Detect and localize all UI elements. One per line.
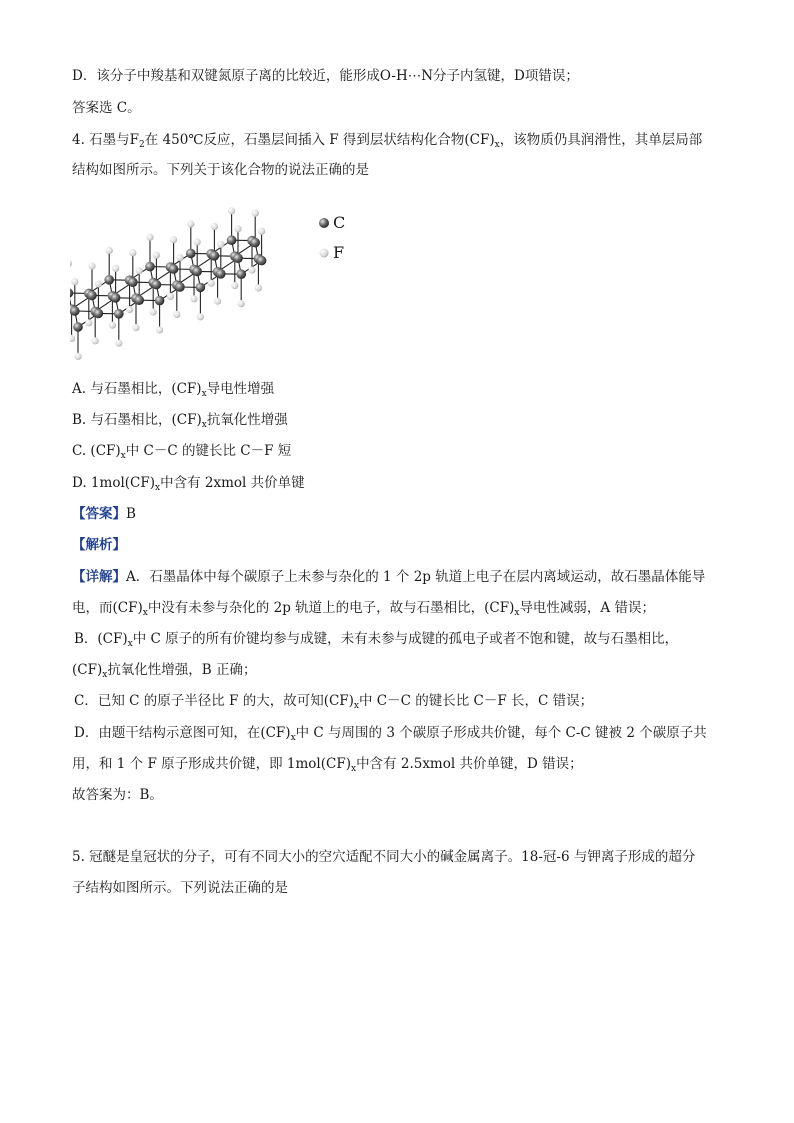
- fluorine-atom: [156, 326, 163, 333]
- answer-tag: 【答案】: [72, 506, 126, 522]
- option-a: A. 与石墨相比，$(CF)_x$导电性增强: [72, 381, 275, 399]
- conclusion-line: 故答案为：B。: [72, 787, 163, 803]
- analysis-tag: 【解析】: [72, 537, 126, 553]
- carbon-atom: [155, 296, 165, 306]
- fluorine-atom: [95, 280, 102, 287]
- fluorine-atom: [129, 249, 136, 256]
- option-d: D. $1mol(CF)_x$中含有 2xmol 共价单键: [72, 475, 305, 493]
- fluorine-atom: [248, 266, 255, 273]
- detail-tag: 【详解】: [72, 569, 126, 585]
- fluorine-atom: [255, 284, 262, 291]
- carbon-atom: [70, 306, 80, 316]
- carbon-atom: [134, 295, 144, 305]
- q4-stem-line2: 结构如图所示。下列关于该化合物的说法正确的是: [72, 162, 369, 178]
- fluorine-atom: [136, 267, 143, 274]
- fluorine-atom: [197, 313, 204, 320]
- fluorine-atom: [238, 300, 245, 307]
- fluorine-atom: [126, 306, 133, 313]
- fluorine-atom: [92, 337, 99, 344]
- fluorine-atom: [217, 241, 224, 248]
- fluorine-atom: [234, 225, 241, 232]
- detail-b-line1: B．$(CF)_x$中 C 原子的所有价键均参与成键，未有未参与成键的孤电子或者不饱和键，故与石墨相比，: [74, 631, 679, 649]
- carbon-atom: [111, 293, 121, 303]
- legend-c-label: C: [333, 213, 346, 232]
- option-b: B. 与石墨相比，$(CF)_x$抗氧化性增强: [72, 412, 288, 430]
- carbon-atom: [227, 235, 237, 245]
- detail-d-line1: D．由题干结构示意图可知，在$(CF)_x$中 C 与周围的 3 个碳原子形成共价键，每个 C-C 键被 2 个碳原子共: [74, 725, 707, 743]
- carbon-atom: [169, 264, 179, 274]
- carbon-legend-icon: [318, 217, 330, 229]
- carbon-atom: [87, 291, 97, 301]
- detail-c-line: C．已知 C 的原子半径比 F 的大，故可知$(CF)_x$中 C－C 的键长比 C－F 长，C 错误；: [74, 693, 594, 711]
- fluorine-atom: [88, 262, 95, 269]
- fluorine-atom: [70, 260, 72, 267]
- carbon-atom: [175, 282, 185, 292]
- carbon-atom: [236, 269, 246, 279]
- q5-stem-line2: 子结构如图所示。下列说法正确的是: [72, 880, 288, 896]
- fluorine-atom: [258, 228, 265, 235]
- carbon-atom: [128, 277, 138, 287]
- q4-stem-line1: 4. 石墨与$F_2$在 450℃反应，石墨层间插入 F 得到层状结构化合物$(CF)_x$，该物质仍具润滑性，其单层局部: [72, 132, 703, 150]
- carbon-atom: [192, 267, 202, 277]
- fluorine-atom: [231, 282, 238, 289]
- fluorine-atom: [211, 223, 218, 230]
- carbon-atom: [145, 262, 155, 272]
- carbon-atom: [233, 253, 243, 263]
- fluorine-atom: [176, 254, 183, 261]
- q3-answer-line: 答案选 C。: [72, 100, 141, 116]
- cf-layer-structure-diagram: [70, 195, 370, 370]
- detail-a-line2: 电，而$(CF)_x$中没有未参与杂化的 2p 轨道上的电子，故与石墨相比，$(CF)_x$导电性减弱，A 错误；: [72, 600, 655, 618]
- fluorine-atom: [208, 280, 215, 287]
- carbon-atom: [70, 288, 73, 298]
- fluorine-atom: [112, 265, 119, 272]
- fluorine-atom: [74, 353, 81, 360]
- fluorine-atom: [190, 295, 197, 302]
- analysis-line: [72, 536, 126, 554]
- carbon-atom: [210, 251, 220, 261]
- q5-stem-line1: 5. 冠醚是皇冠状的分子，可有不同大小的空穴适配不同大小的碱金属离子。18-冠-6 与钾离子形成的超分: [72, 849, 696, 865]
- carbon-atom: [186, 249, 196, 259]
- carbon-atom: [216, 269, 226, 279]
- detail-d-line2: 用，和 1 个 F 原子形成共价键，即 $1mol(CF)_x$中含有 2.5xmol 共价单键，D 错误；: [72, 756, 583, 774]
- fluorine-atom: [115, 340, 122, 347]
- carbon-atom: [257, 256, 267, 266]
- answer-value: B: [126, 506, 136, 522]
- detail-b-line2: $(CF)_x$抗氧化性增强，B 正确；: [72, 662, 257, 680]
- carbon-atom: [104, 275, 114, 285]
- fluorine-atom: [214, 298, 221, 305]
- carbon-atom: [114, 309, 124, 319]
- q3-option-d-text: D．该分子中羧基和双键氮原子离的比较近，能形成O-H⋯N分子内氢键，D项错误；: [72, 68, 579, 84]
- fluorine-atom: [71, 278, 78, 285]
- fluorine-atom: [106, 247, 113, 254]
- fluorine-atom: [228, 207, 235, 214]
- carbon-atom: [152, 280, 162, 290]
- carbon-atom: [196, 283, 206, 293]
- carbon-atom: [73, 322, 83, 332]
- fluorine-atom: [170, 236, 177, 243]
- carbon-atom: [94, 309, 104, 319]
- fluorine-atom: [167, 293, 174, 300]
- fluorine-atom: [187, 220, 194, 227]
- fluorine-atom: [132, 324, 139, 331]
- option-c: C. $(CF)_x$中 C－C 的键长比 C－F 短: [72, 443, 292, 461]
- fluorine-atom: [194, 238, 201, 245]
- fluorine-atom: [153, 252, 160, 259]
- fluorine-atom: [85, 319, 92, 326]
- fluorine-atom: [150, 308, 157, 315]
- fluorine-atom: [173, 311, 180, 318]
- fluorine-atom: [146, 234, 153, 241]
- fluorine-atom: [70, 335, 75, 342]
- answer-line: [72, 505, 136, 523]
- fluorine-atom: [252, 210, 259, 217]
- fluorine-legend-icon: [318, 247, 330, 259]
- carbon-atom: [250, 238, 260, 248]
- fluorine-atom: [109, 322, 116, 329]
- legend-f-label: F: [333, 243, 345, 262]
- detail-a-line1: 【详解】A．石墨晶体中每个碳原子上未参与杂化的 1 个 2p 轨道上电子在层内离域运动，故石墨晶体能导: [72, 569, 706, 585]
